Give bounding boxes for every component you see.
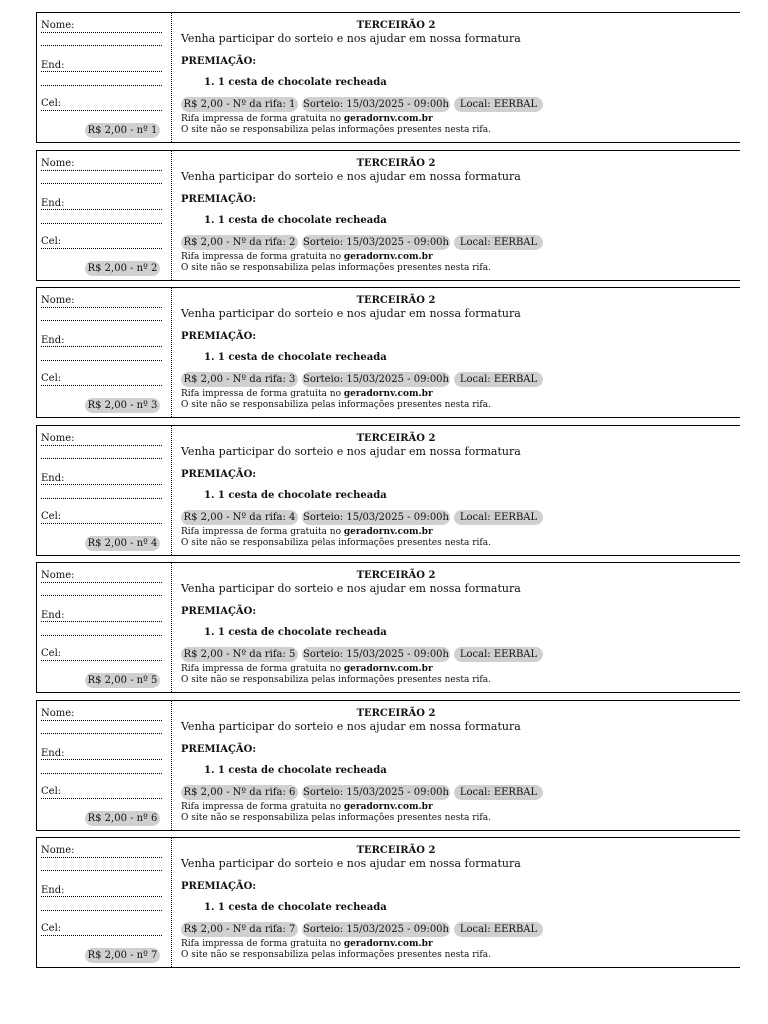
address-label: End: bbox=[41, 473, 65, 484]
ticket-stub bbox=[37, 838, 172, 967]
stub-number-badge: R$ 2,00 - nº 7 bbox=[85, 948, 160, 963]
location-pill: Local: EERBAL bbox=[454, 235, 543, 250]
ticket-title: TERCEIRÃO 2 bbox=[356, 20, 436, 31]
phone-line bbox=[41, 660, 162, 661]
phone-label: Cel: bbox=[41, 373, 62, 384]
draw-date-pill: Sorteio: 15/03/2025 - 09:00h bbox=[303, 649, 449, 660]
address-label: End: bbox=[41, 335, 65, 346]
ticket-description: Venha participar do sorteio e nos ajudar em nossa formatura bbox=[181, 582, 521, 595]
name-line-2 bbox=[41, 733, 162, 734]
stub-number-badge: R$ 2,00 - nº 5 bbox=[85, 673, 160, 688]
raffle-ticket bbox=[36, 287, 740, 418]
prize-item: 1. 1 cesta de chocolate recheada bbox=[204, 627, 387, 638]
raffle-ticket bbox=[36, 150, 740, 281]
ticket-description: Venha participar do sorteio e nos ajudar em nossa formatura bbox=[181, 857, 521, 870]
phone-label: Cel: bbox=[41, 98, 62, 109]
print-credit bbox=[181, 389, 433, 399]
name-line-2 bbox=[41, 183, 162, 184]
ticket-number-pill: R$ 2,00 - Nº da rifa: 3 bbox=[181, 372, 298, 387]
ticket-number-pill: R$ 2,00 - Nº da rifa: 6 bbox=[181, 785, 298, 800]
address-line-2 bbox=[41, 360, 162, 361]
address-line bbox=[41, 346, 162, 347]
address-label: End: bbox=[41, 748, 65, 759]
print-credit-text: Rifa impressa de forma gratuita no bbox=[181, 939, 344, 949]
ticket-title: TERCEIRÃO 2 bbox=[356, 433, 436, 444]
name-line-2 bbox=[41, 45, 162, 46]
ticket-title: TERCEIRÃO 2 bbox=[356, 570, 436, 581]
name-label: Nome: bbox=[41, 158, 75, 169]
raffle-ticket bbox=[36, 837, 740, 968]
location-pill: Local: EERBAL bbox=[454, 785, 543, 800]
address-line-2 bbox=[41, 773, 162, 774]
address-label: End: bbox=[41, 198, 65, 209]
site-link[interactable]: geradornv.com.br bbox=[343, 527, 433, 537]
address-line bbox=[41, 209, 162, 210]
print-credit bbox=[181, 252, 433, 262]
phone-line bbox=[41, 523, 162, 524]
print-credit-text: Rifa impressa de forma gratuita no bbox=[181, 114, 344, 124]
ticket-stub bbox=[37, 563, 172, 692]
ticket-body bbox=[181, 701, 740, 830]
prize-heading: PREMIAÇÃO: bbox=[181, 194, 257, 205]
address-line bbox=[41, 896, 162, 897]
print-credit-text: Rifa impressa de forma gratuita no bbox=[181, 802, 344, 812]
ticket-description: Venha participar do sorteio e nos ajudar em nossa formatura bbox=[181, 720, 521, 733]
phone-line bbox=[41, 248, 162, 249]
ticket-stub bbox=[37, 288, 172, 417]
address-line bbox=[41, 621, 162, 622]
prize-item: 1. 1 cesta de chocolate recheada bbox=[204, 902, 387, 913]
phone-label: Cel: bbox=[41, 511, 62, 522]
disclaimer: O site não se responsabiliza pelas informações presentes nesta rifa. bbox=[181, 675, 491, 685]
prize-item: 1. 1 cesta de chocolate recheada bbox=[204, 352, 387, 363]
ticket-body bbox=[181, 151, 740, 280]
draw-date-pill: Sorteio: 15/03/2025 - 09:00h bbox=[303, 237, 449, 248]
prize-item: 1. 1 cesta de chocolate recheada bbox=[204, 77, 387, 88]
ticket-title: TERCEIRÃO 2 bbox=[356, 708, 436, 719]
raffle-ticket bbox=[36, 562, 740, 693]
raffle-ticket bbox=[36, 12, 740, 143]
print-credit bbox=[181, 802, 433, 812]
name-label: Nome: bbox=[41, 570, 75, 581]
address-line bbox=[41, 759, 162, 760]
phone-label: Cel: bbox=[41, 648, 62, 659]
phone-label: Cel: bbox=[41, 923, 62, 934]
disclaimer: O site não se responsabiliza pelas informações presentes nesta rifa. bbox=[181, 950, 491, 960]
ticket-number-pill: R$ 2,00 - Nº da rifa: 5 bbox=[181, 647, 298, 662]
name-label: Nome: bbox=[41, 433, 75, 444]
stub-number-badge: R$ 2,00 - nº 3 bbox=[85, 398, 160, 413]
ticket-title: TERCEIRÃO 2 bbox=[356, 158, 436, 169]
raffle-ticket bbox=[36, 425, 740, 556]
stub-number-badge: R$ 2,00 - nº 6 bbox=[85, 811, 160, 826]
disclaimer: O site não se responsabiliza pelas informações presentes nesta rifa. bbox=[181, 125, 491, 135]
site-link[interactable]: geradornv.com.br bbox=[343, 939, 433, 949]
prize-item: 1. 1 cesta de chocolate recheada bbox=[204, 490, 387, 501]
name-line-2 bbox=[41, 458, 162, 459]
ticket-body bbox=[181, 563, 740, 692]
location-pill: Local: EERBAL bbox=[454, 372, 543, 387]
ticket-stub bbox=[37, 701, 172, 830]
name-line bbox=[41, 720, 162, 721]
draw-date-pill: Sorteio: 15/03/2025 - 09:00h bbox=[303, 99, 449, 110]
ticket-description: Venha participar do sorteio e nos ajudar em nossa formatura bbox=[181, 445, 521, 458]
prize-heading: PREMIAÇÃO: bbox=[181, 56, 257, 67]
name-label: Nome: bbox=[41, 845, 75, 856]
print-credit bbox=[181, 114, 433, 124]
name-line bbox=[41, 307, 162, 308]
prize-heading: PREMIAÇÃO: bbox=[181, 881, 257, 892]
print-credit-text: Rifa impressa de forma gratuita no bbox=[181, 664, 344, 674]
ticket-body bbox=[181, 288, 740, 417]
name-line bbox=[41, 582, 162, 583]
phone-line bbox=[41, 110, 162, 111]
name-label: Nome: bbox=[41, 708, 75, 719]
site-link[interactable]: geradornv.com.br bbox=[343, 114, 433, 124]
print-credit-text: Rifa impressa de forma gratuita no bbox=[181, 389, 344, 399]
address-line-2 bbox=[41, 223, 162, 224]
prize-item: 1. 1 cesta de chocolate recheada bbox=[204, 215, 387, 226]
stub-number-badge: R$ 2,00 - nº 4 bbox=[85, 536, 160, 551]
raffle-ticket bbox=[36, 700, 740, 831]
location-pill: Local: EERBAL bbox=[454, 97, 543, 112]
ticket-description: Venha participar do sorteio e nos ajudar em nossa formatura bbox=[181, 32, 521, 45]
ticket-number-pill: R$ 2,00 - Nº da rifa: 1 bbox=[181, 97, 298, 112]
location-pill: Local: EERBAL bbox=[454, 510, 543, 525]
print-credit bbox=[181, 664, 433, 674]
ticket-number-pill: R$ 2,00 - Nº da rifa: 7 bbox=[181, 922, 298, 937]
site-link[interactable]: geradornv.com.br bbox=[343, 389, 433, 399]
address-line-2 bbox=[41, 498, 162, 499]
name-label: Nome: bbox=[41, 295, 75, 306]
draw-date-pill: Sorteio: 15/03/2025 - 09:00h bbox=[303, 924, 449, 935]
disclaimer: O site não se responsabiliza pelas informações presentes nesta rifa. bbox=[181, 813, 491, 823]
ticket-stub bbox=[37, 426, 172, 555]
ticket-stub bbox=[37, 13, 172, 142]
ticket-description: Venha participar do sorteio e nos ajudar em nossa formatura bbox=[181, 307, 521, 320]
ticket-number-pill: R$ 2,00 - Nº da rifa: 4 bbox=[181, 510, 298, 525]
address-line-2 bbox=[41, 635, 162, 636]
name-line bbox=[41, 32, 162, 33]
phone-label: Cel: bbox=[41, 786, 62, 797]
location-pill: Local: EERBAL bbox=[454, 922, 543, 937]
ticket-body bbox=[181, 13, 740, 142]
site-link[interactable]: geradornv.com.br bbox=[343, 664, 433, 674]
name-line-2 bbox=[41, 320, 162, 321]
phone-line bbox=[41, 385, 162, 386]
print-credit-text: Rifa impressa de forma gratuita no bbox=[181, 252, 344, 262]
draw-date-pill: Sorteio: 15/03/2025 - 09:00h bbox=[303, 374, 449, 385]
address-line-2 bbox=[41, 85, 162, 86]
ticket-body bbox=[181, 426, 740, 555]
phone-label: Cel: bbox=[41, 236, 62, 247]
address-line bbox=[41, 484, 162, 485]
address-label: End: bbox=[41, 610, 65, 621]
ticket-description: Venha participar do sorteio e nos ajudar em nossa formatura bbox=[181, 170, 521, 183]
address-line-2 bbox=[41, 910, 162, 911]
site-link[interactable]: geradornv.com.br bbox=[343, 802, 433, 812]
disclaimer: O site não se responsabiliza pelas informações presentes nesta rifa. bbox=[181, 263, 491, 273]
stub-number-badge: R$ 2,00 - nº 1 bbox=[85, 123, 160, 138]
draw-date-pill: Sorteio: 15/03/2025 - 09:00h bbox=[303, 512, 449, 523]
name-line-2 bbox=[41, 870, 162, 871]
draw-date-pill: Sorteio: 15/03/2025 - 09:00h bbox=[303, 787, 449, 798]
address-label: End: bbox=[41, 885, 65, 896]
prize-heading: PREMIAÇÃO: bbox=[181, 606, 257, 617]
site-link[interactable]: geradornv.com.br bbox=[343, 252, 433, 262]
stub-number-badge: R$ 2,00 - nº 2 bbox=[85, 261, 160, 276]
address-label: End: bbox=[41, 60, 65, 71]
address-line bbox=[41, 71, 162, 72]
name-line bbox=[41, 857, 162, 858]
name-label: Nome: bbox=[41, 20, 75, 31]
print-credit-text: Rifa impressa de forma gratuita no bbox=[181, 527, 344, 537]
print-credit bbox=[181, 939, 433, 949]
ticket-body bbox=[181, 838, 740, 967]
ticket-title: TERCEIRÃO 2 bbox=[356, 845, 436, 856]
name-line bbox=[41, 170, 162, 171]
disclaimer: O site não se responsabiliza pelas informações presentes nesta rifa. bbox=[181, 538, 491, 548]
disclaimer: O site não se responsabiliza pelas informações presentes nesta rifa. bbox=[181, 400, 491, 410]
location-pill: Local: EERBAL bbox=[454, 647, 543, 662]
phone-line bbox=[41, 935, 162, 936]
ticket-stub bbox=[37, 151, 172, 280]
prize-heading: PREMIAÇÃO: bbox=[181, 469, 257, 480]
prize-item: 1. 1 cesta de chocolate recheada bbox=[204, 765, 387, 776]
name-line bbox=[41, 445, 162, 446]
phone-line bbox=[41, 798, 162, 799]
name-line-2 bbox=[41, 595, 162, 596]
prize-heading: PREMIAÇÃO: bbox=[181, 744, 257, 755]
prize-heading: PREMIAÇÃO: bbox=[181, 331, 257, 342]
ticket-number-pill: R$ 2,00 - Nº da rifa: 2 bbox=[181, 235, 298, 250]
print-credit bbox=[181, 527, 433, 537]
ticket-title: TERCEIRÃO 2 bbox=[356, 295, 436, 306]
